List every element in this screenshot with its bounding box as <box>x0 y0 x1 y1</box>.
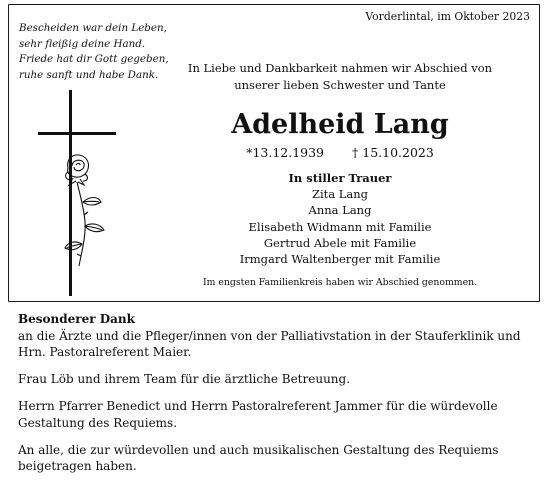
poem-line: ruhe sanft und habe Dank. <box>19 68 159 81</box>
funeral-note: Im engsten Familienkreis haben wir Abschied genommen. <box>202 277 478 288</box>
thanks-line: An alle, die zur würdevollen und auch musikalischen Gestaltung des Requiems <box>18 442 499 457</box>
thanks-line: Herrn Pfarrer Benedict und Herrn Pastoralreferent Jammer für die würdevolle <box>18 399 498 413</box>
mourner-name: Elisabeth Widmann mit Familie <box>248 219 432 234</box>
thanks-line: Hrn. Pastoralreferent Maier. <box>18 345 192 359</box>
place-date: Vorderlintal, im Oktober 2023 <box>365 10 530 23</box>
thanks-line: Frau Löb und ihrem Team für die ärztliche Betreuung. <box>18 372 351 386</box>
mourner-name: Anna Lang <box>308 203 372 218</box>
birth-date: *13.12.1939 <box>246 145 325 160</box>
intro-text <box>145 60 535 94</box>
deceased-name: Adelheid Lang <box>231 109 449 140</box>
mourner-name: Irmgard Waltenberger mit Familie <box>239 252 441 267</box>
special-thanks <box>18 311 538 485</box>
thanks-line: an die Ärzte und die Pfleger/innen von der Palliativstation in der Stauferklinik und <box>18 328 521 343</box>
life-dates <box>145 144 535 161</box>
mourner-name: Zita Lang <box>311 187 369 202</box>
poem-line: sehr fleißig deine Hand. <box>19 37 146 50</box>
thanks-line: beigetragen haben. <box>18 459 137 473</box>
mourners-list <box>145 170 535 267</box>
thanks-line: Gestaltung des Requiems. <box>18 415 178 430</box>
thanks-paragraph <box>18 328 538 361</box>
mourners-heading: In stiller Trauer <box>288 171 392 185</box>
thanks-paragraph <box>18 442 538 475</box>
death-date: † 15.10.2023 <box>352 145 434 160</box>
intro-line: unserer lieben Schwester und Tante <box>234 78 446 92</box>
cross-with-rose-icon <box>38 90 128 298</box>
thanks-paragraph <box>18 371 538 388</box>
poem-line: Bescheiden war dein Leben, <box>19 22 167 34</box>
intro-line: In Liebe und Dankbarkeit nahmen wir Abschied von <box>187 61 493 75</box>
thanks-heading: Besonderer Dank <box>18 312 135 326</box>
thanks-paragraph <box>18 398 538 431</box>
poem-line: Friede hat dir Gott gegeben, <box>19 53 169 65</box>
mourner-name: Gertrud Abele mit Familie <box>263 235 417 250</box>
